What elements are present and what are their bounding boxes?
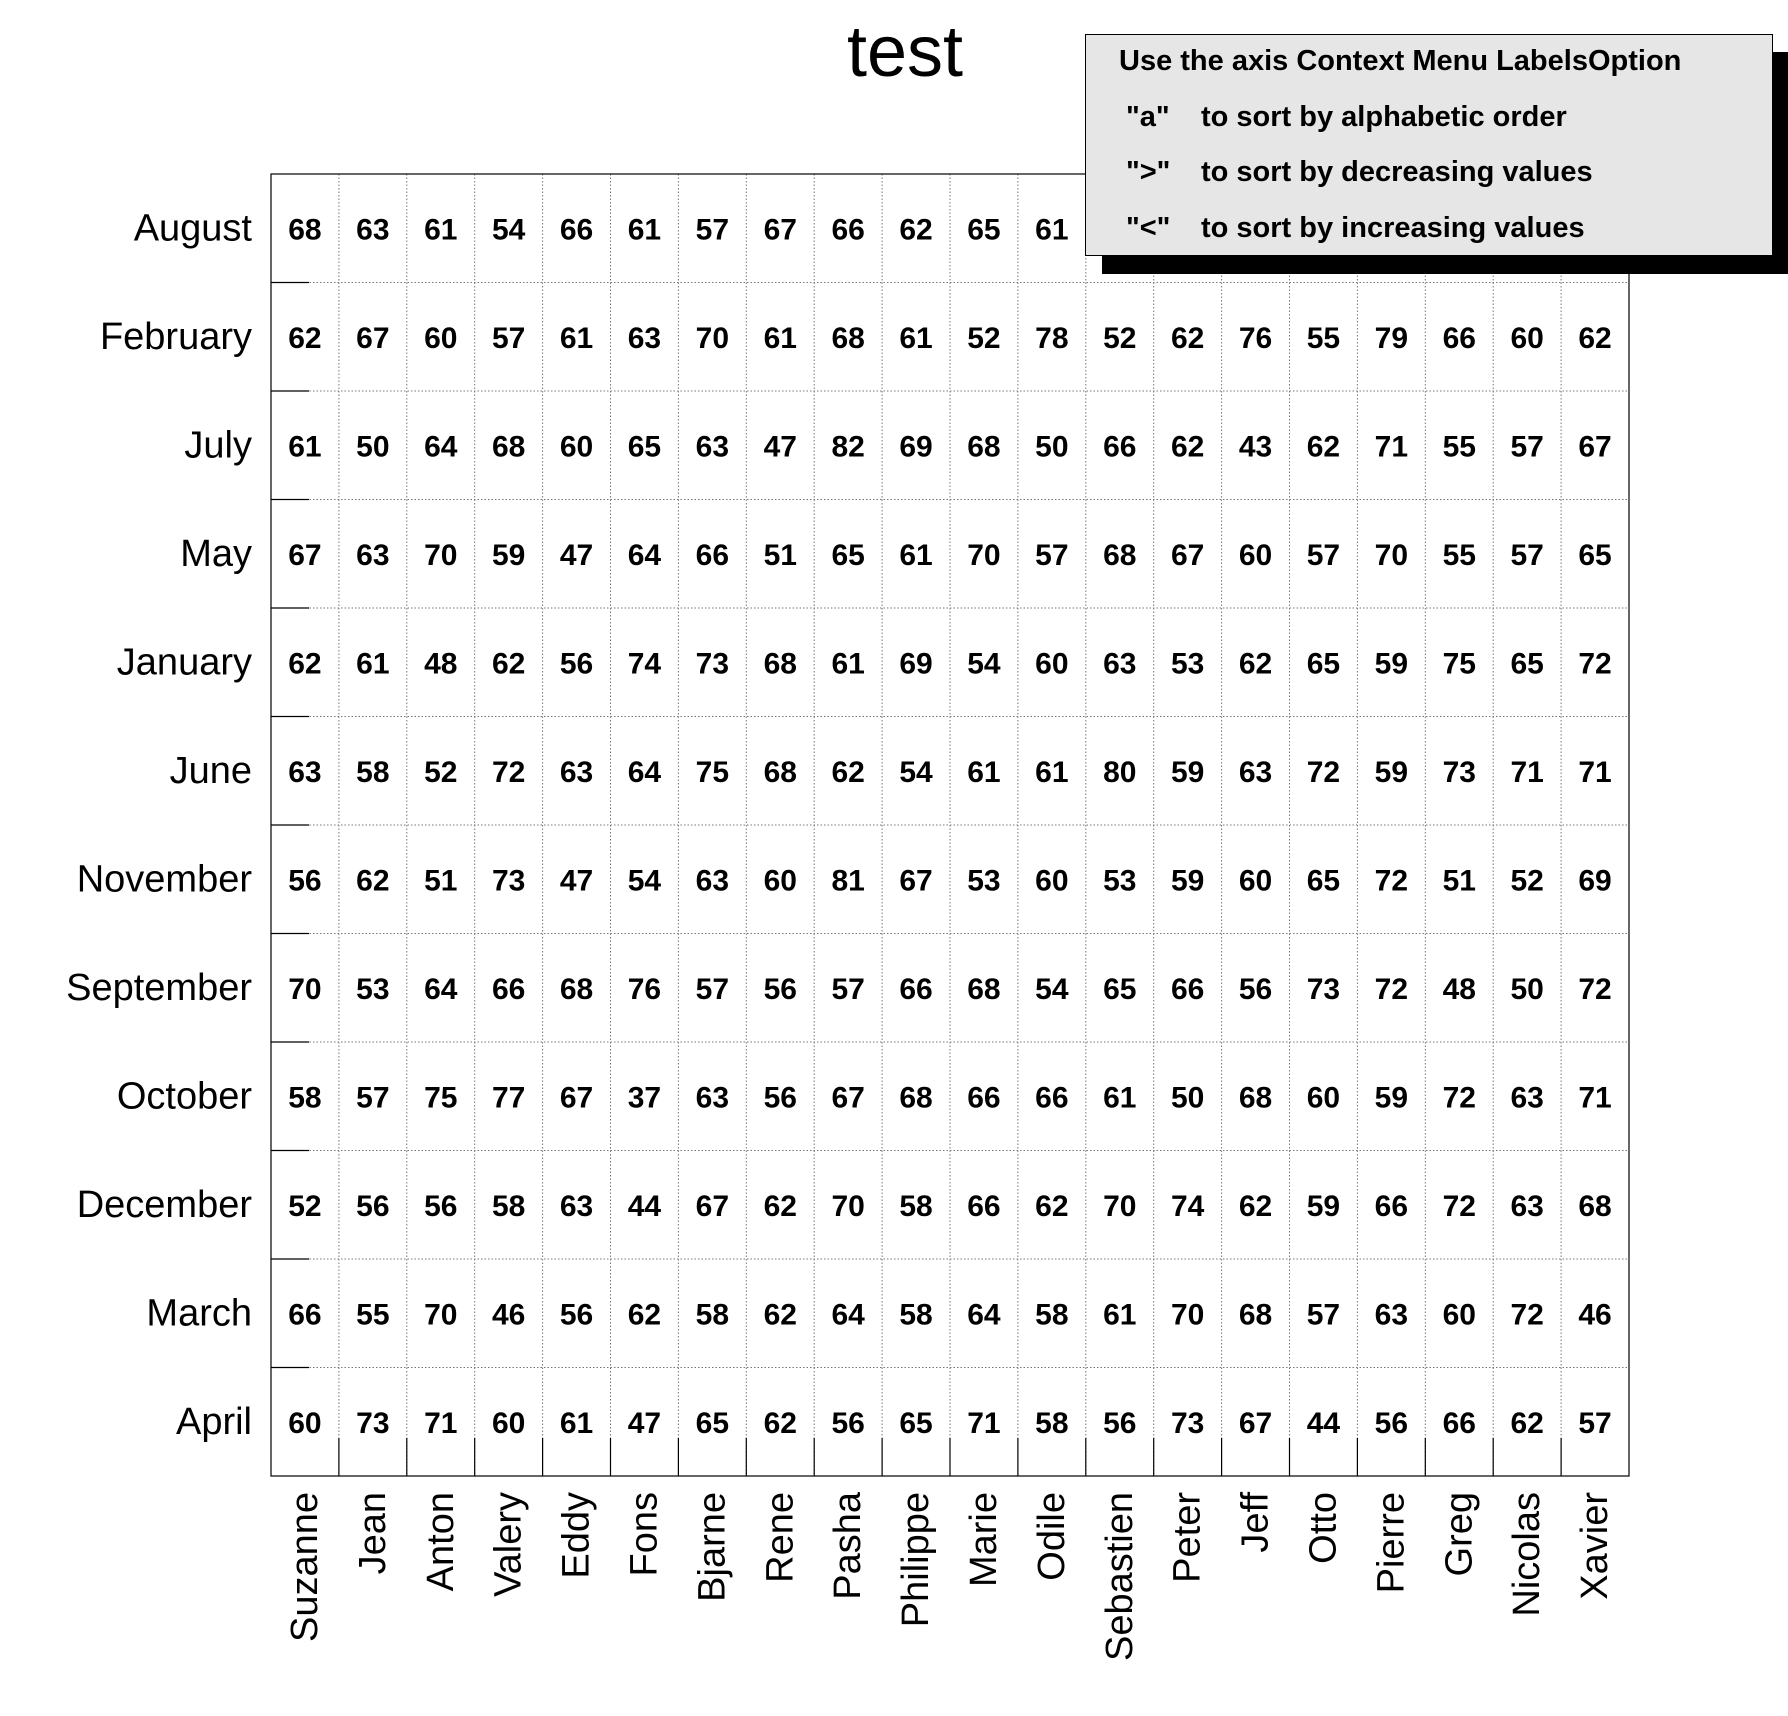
data-label: 65 (1306, 864, 1341, 898)
data-label: 68 (967, 972, 1001, 1006)
x-tick-label: Peter (1166, 1492, 1209, 1583)
data-label: 71 (1510, 755, 1544, 789)
data-label: 66 (1103, 430, 1137, 464)
data-label: 61 (288, 430, 322, 464)
data-label: 62 (831, 755, 865, 789)
y-tick-label: June (169, 749, 252, 792)
data-label: 57 (1306, 538, 1341, 572)
data-label: 60 (491, 1406, 526, 1440)
data-label: 65 (967, 213, 1001, 247)
legend-row (1126, 212, 1585, 245)
data-label: 68 (1103, 538, 1137, 572)
data-label: 61 (1103, 1081, 1137, 1115)
legend-row (1126, 101, 1567, 134)
x-tick-label: Sebastien (1098, 1492, 1141, 1662)
y-tick-label: March (146, 1292, 252, 1335)
data-label: 54 (491, 213, 526, 247)
data-label: 62 (1578, 321, 1612, 355)
data-label: 37 (627, 1081, 662, 1115)
data-label: 56 (559, 1298, 594, 1332)
data-label: 57 (1578, 1406, 1612, 1440)
y-tick-label: October (116, 1075, 252, 1118)
x-tick-label: Otto (1302, 1492, 1345, 1564)
data-label: 73 (1170, 1406, 1205, 1440)
data-label: 72 (1578, 647, 1612, 681)
x-tick-label: Eddy (555, 1492, 598, 1579)
data-label: 52 (967, 321, 1001, 355)
data-label: 54 (967, 647, 1001, 681)
data-label: 68 (491, 430, 526, 464)
data-label: 67 (559, 1081, 594, 1115)
data-label: 57 (1035, 538, 1069, 572)
data-label: 65 (1510, 647, 1544, 681)
data-label: 60 (1238, 864, 1273, 898)
data-label: 60 (1442, 1298, 1476, 1332)
data-label: 68 (1238, 1081, 1273, 1115)
data-label: 59 (1374, 647, 1409, 681)
data-label: 60 (1035, 647, 1069, 681)
data-label: 70 (967, 538, 1001, 572)
data-label: 56 (763, 1081, 797, 1115)
data-label: 62 (288, 647, 322, 681)
data-label: 54 (1035, 972, 1069, 1006)
legend-text: to sort by decreasing values (1201, 156, 1593, 188)
data-label: 65 (1578, 538, 1612, 572)
data-label: 70 (1170, 1298, 1205, 1332)
data-label: 70 (424, 1298, 458, 1332)
data-label: 71 (424, 1406, 458, 1440)
y-tick-label: May (180, 532, 252, 575)
y-tick-label: April (175, 1400, 252, 1443)
data-label: 57 (356, 1081, 390, 1115)
data-label: 57 (831, 972, 865, 1006)
data-label: 75 (1442, 647, 1476, 681)
data-label: 63 (288, 755, 322, 789)
data-label: 63 (695, 1081, 730, 1115)
data-label: 61 (1035, 755, 1069, 789)
data-label: 58 (695, 1298, 730, 1332)
data-label: 62 (1238, 647, 1273, 681)
data-label: 63 (1510, 1189, 1544, 1223)
data-label: 61 (831, 647, 865, 681)
x-tick-label: Suzanne (283, 1492, 326, 1643)
data-label: 69 (899, 430, 933, 464)
data-label: 71 (1578, 1081, 1612, 1115)
data-label: 53 (967, 864, 1001, 898)
data-label: 72 (1510, 1298, 1544, 1332)
data-label: 62 (288, 321, 322, 355)
data-label: 46 (1578, 1298, 1612, 1332)
data-label: 65 (1103, 972, 1137, 1006)
data-label: 58 (899, 1298, 933, 1332)
data-label: 51 (1442, 864, 1476, 898)
x-tick-label: Philippe (895, 1492, 938, 1628)
data-label: 60 (1510, 321, 1544, 355)
data-label: 60 (763, 864, 797, 898)
data-label: 56 (831, 1406, 865, 1440)
data-label: 79 (1374, 321, 1409, 355)
x-tick-label: Anton (419, 1492, 462, 1592)
data-label: 62 (1170, 321, 1205, 355)
data-label: 58 (1035, 1406, 1069, 1440)
data-label: 50 (356, 430, 390, 464)
y-tick-label: July (184, 424, 252, 467)
data-label: 67 (763, 213, 797, 247)
data-label: 66 (1035, 1081, 1069, 1115)
data-label: 53 (1103, 864, 1137, 898)
data-label: 56 (356, 1189, 390, 1223)
data-label: 77 (491, 1081, 526, 1115)
data-label: 67 (1170, 538, 1205, 572)
data-label: 74 (1170, 1189, 1205, 1223)
data-label: 67 (1578, 430, 1612, 464)
data-label: 61 (1035, 213, 1069, 247)
data-label: 53 (356, 972, 390, 1006)
data-label: 48 (424, 647, 458, 681)
data-label: 67 (695, 1189, 730, 1223)
data-label: 63 (559, 755, 594, 789)
data-label: 61 (899, 538, 933, 572)
data-label: 47 (763, 430, 797, 464)
data-label: 54 (899, 755, 933, 789)
data-label: 62 (763, 1406, 797, 1440)
data-label: 47 (627, 1406, 662, 1440)
data-label: 57 (1306, 1298, 1341, 1332)
data-label: 43 (1238, 430, 1273, 464)
data-label: 63 (1510, 1081, 1544, 1115)
data-label: 67 (356, 321, 390, 355)
data-label: 64 (424, 430, 458, 464)
data-label: 65 (695, 1406, 730, 1440)
x-tick-label: Jeff (1234, 1492, 1277, 1553)
data-label: 66 (491, 972, 526, 1006)
data-label: 54 (627, 864, 662, 898)
data-label: 69 (1578, 864, 1612, 898)
data-label: 66 (559, 213, 594, 247)
data-label: 51 (424, 864, 458, 898)
data-label: 51 (763, 538, 797, 572)
data-label: 44 (1306, 1406, 1341, 1440)
x-tick-label: Marie (962, 1492, 1005, 1588)
data-label: 62 (763, 1298, 797, 1332)
x-tick-label: Fons (623, 1492, 666, 1577)
data-label: 72 (1374, 972, 1409, 1006)
data-label: 64 (831, 1298, 865, 1332)
data-label: 73 (1442, 755, 1476, 789)
data-label: 53 (1170, 647, 1205, 681)
data-label: 68 (1238, 1298, 1273, 1332)
data-label: 68 (288, 213, 322, 247)
data-label: 56 (1103, 1406, 1137, 1440)
data-label: 81 (831, 864, 865, 898)
y-tick-label: February (99, 315, 252, 358)
data-label: 55 (1442, 538, 1476, 572)
data-label: 75 (695, 755, 730, 789)
x-tick-label: Odile (1030, 1492, 1073, 1581)
data-label: 57 (1510, 430, 1544, 464)
data-label: 62 (1238, 1189, 1273, 1223)
data-label: 48 (1442, 972, 1476, 1006)
data-label: 64 (967, 1298, 1001, 1332)
data-label: 62 (899, 213, 933, 247)
data-label: 50 (1035, 430, 1069, 464)
data-label: 55 (1442, 430, 1476, 464)
data-label: 62 (1510, 1406, 1544, 1440)
data-label: 61 (559, 1406, 594, 1440)
x-tick-label: Bjarne (691, 1492, 734, 1602)
data-label: 82 (831, 430, 865, 464)
data-label: 68 (831, 321, 865, 355)
data-label: 57 (695, 213, 730, 247)
data-label: 76 (627, 972, 662, 1006)
x-tick-label: Rene (759, 1492, 802, 1583)
data-label: 63 (627, 321, 662, 355)
data-label: 59 (1170, 864, 1205, 898)
data-label: 65 (1306, 647, 1341, 681)
legend-text: to sort by increasing values (1201, 212, 1585, 244)
data-label: 66 (1170, 972, 1205, 1006)
data-label: 66 (1442, 321, 1476, 355)
data-label: 73 (356, 1406, 390, 1440)
data-label: 68 (559, 972, 594, 1006)
data-label: 59 (1170, 755, 1205, 789)
data-label: 60 (1035, 864, 1069, 898)
data-label: 71 (1374, 430, 1409, 464)
x-tick-label: Jean (351, 1492, 394, 1575)
data-label: 62 (1306, 430, 1341, 464)
data-label: 56 (1238, 972, 1273, 1006)
data-label: 61 (1103, 1298, 1137, 1332)
data-label: 72 (1442, 1081, 1476, 1115)
data-label: 52 (288, 1189, 322, 1223)
data-label: 57 (695, 972, 730, 1006)
data-label: 59 (1374, 1081, 1409, 1115)
data-label: 76 (1238, 321, 1273, 355)
x-tick-label: Xavier (1574, 1492, 1617, 1600)
data-label: 66 (967, 1081, 1001, 1115)
legend-row (1126, 156, 1593, 189)
data-label: 46 (491, 1298, 526, 1332)
data-label: 57 (491, 321, 526, 355)
data-label: 66 (831, 213, 865, 247)
data-label: 70 (424, 538, 458, 572)
data-label: 72 (491, 755, 526, 789)
data-label: 72 (1306, 755, 1341, 789)
y-tick-label: August (133, 207, 252, 250)
data-label: 68 (967, 430, 1001, 464)
data-label: 71 (967, 1406, 1001, 1440)
data-label: 65 (831, 538, 865, 572)
data-label: 63 (1374, 1298, 1409, 1332)
data-label: 72 (1442, 1189, 1476, 1223)
y-tick-label: November (76, 858, 252, 901)
data-label: 65 (899, 1406, 933, 1440)
data-label: 66 (1442, 1406, 1476, 1440)
data-label: 62 (763, 1189, 797, 1223)
data-label: 56 (559, 647, 594, 681)
data-label: 70 (288, 972, 322, 1006)
data-label: 61 (763, 321, 797, 355)
legend-box (1085, 34, 1773, 256)
data-label: 66 (1374, 1189, 1409, 1223)
data-label: 72 (1374, 864, 1409, 898)
legend-text: to sort by alphabetic order (1201, 101, 1567, 133)
data-label: 68 (1578, 1189, 1612, 1223)
data-label: 50 (1170, 1081, 1205, 1115)
data-label: 80 (1103, 755, 1137, 789)
data-label: 55 (356, 1298, 390, 1332)
data-label: 52 (1103, 321, 1137, 355)
x-tick-label: Valery (487, 1492, 530, 1597)
data-label: 63 (695, 430, 730, 464)
data-label: 73 (695, 647, 730, 681)
data-label: 73 (491, 864, 526, 898)
data-label: 64 (424, 972, 458, 1006)
data-label: 60 (424, 321, 458, 355)
data-label: 55 (1306, 321, 1341, 355)
data-label: 60 (559, 430, 594, 464)
data-label: 62 (1035, 1189, 1069, 1223)
data-label: 58 (491, 1189, 526, 1223)
data-label: 63 (1103, 647, 1137, 681)
data-label: 67 (899, 864, 933, 898)
x-tick-label: Pasha (827, 1492, 870, 1600)
data-label: 63 (356, 538, 390, 572)
y-tick-label: September (66, 966, 252, 1009)
data-label: 57 (1510, 538, 1544, 572)
data-label: 63 (559, 1189, 594, 1223)
data-label: 70 (695, 321, 730, 355)
data-label: 59 (1374, 755, 1409, 789)
data-label: 66 (899, 972, 933, 1006)
chart-title: test (846, 12, 964, 92)
data-label: 67 (831, 1081, 865, 1115)
data-label: 50 (1510, 972, 1544, 1006)
data-label: 64 (627, 538, 662, 572)
data-label: 70 (831, 1189, 865, 1223)
data-label: 68 (763, 755, 797, 789)
data-label: 60 (1306, 1081, 1341, 1115)
y-tick-label: January (116, 641, 252, 684)
x-tick-label: Nicolas (1506, 1492, 1549, 1617)
data-label: 78 (1035, 321, 1069, 355)
data-label: 70 (1103, 1189, 1137, 1223)
data-label: 62 (1170, 430, 1205, 464)
data-label: 74 (627, 647, 662, 681)
data-label: 66 (695, 538, 730, 572)
data-label: 58 (899, 1189, 933, 1223)
data-label: 69 (899, 647, 933, 681)
x-tick-label: Greg (1438, 1492, 1481, 1577)
data-label: 64 (627, 755, 662, 789)
data-label: 56 (763, 972, 797, 1006)
data-label: 63 (356, 213, 390, 247)
data-label: 58 (288, 1081, 322, 1115)
data-label: 68 (899, 1081, 933, 1115)
data-label: 59 (1306, 1189, 1341, 1223)
data-label: 73 (1306, 972, 1341, 1006)
data-label: 65 (627, 430, 662, 464)
data-label: 56 (424, 1189, 458, 1223)
data-label: 66 (288, 1298, 322, 1332)
data-label: 58 (1035, 1298, 1069, 1332)
data-label: 58 (356, 755, 390, 789)
data-label: 61 (356, 647, 390, 681)
data-label: 52 (1510, 864, 1544, 898)
data-label: 71 (1578, 755, 1612, 789)
data-label: 63 (1238, 755, 1273, 789)
data-label: 63 (695, 864, 730, 898)
data-label: 47 (559, 538, 594, 572)
data-label: 56 (288, 864, 322, 898)
data-label: 67 (1238, 1406, 1273, 1440)
data-label: 72 (1578, 972, 1612, 1006)
data-label: 62 (356, 864, 390, 898)
data-label: 68 (763, 647, 797, 681)
data-label: 44 (627, 1189, 662, 1223)
data-label: 61 (559, 321, 594, 355)
data-label: 66 (967, 1189, 1001, 1223)
data-label: 61 (967, 755, 1001, 789)
data-label: 62 (627, 1298, 662, 1332)
legend-key: ">" (1126, 156, 1171, 188)
data-label: 60 (288, 1406, 322, 1440)
data-label: 70 (1374, 538, 1409, 572)
data-label: 61 (424, 213, 458, 247)
data-label: 47 (559, 864, 594, 898)
data-label: 61 (627, 213, 662, 247)
data-label: 67 (288, 538, 322, 572)
data-label: 59 (491, 538, 526, 572)
x-tick-label: Pierre (1370, 1492, 1413, 1594)
data-label: 52 (424, 755, 458, 789)
data-label: 56 (1374, 1406, 1409, 1440)
legend-key: "<" (1126, 212, 1171, 244)
data-label: 75 (424, 1081, 458, 1115)
y-tick-label: December (76, 1183, 252, 1226)
data-label: 60 (1238, 538, 1273, 572)
legend-header: Use the axis Context Menu LabelsOption (1119, 45, 1682, 77)
data-label: 62 (491, 647, 526, 681)
legend-key: "a" (1126, 101, 1170, 133)
data-label: 61 (899, 321, 933, 355)
